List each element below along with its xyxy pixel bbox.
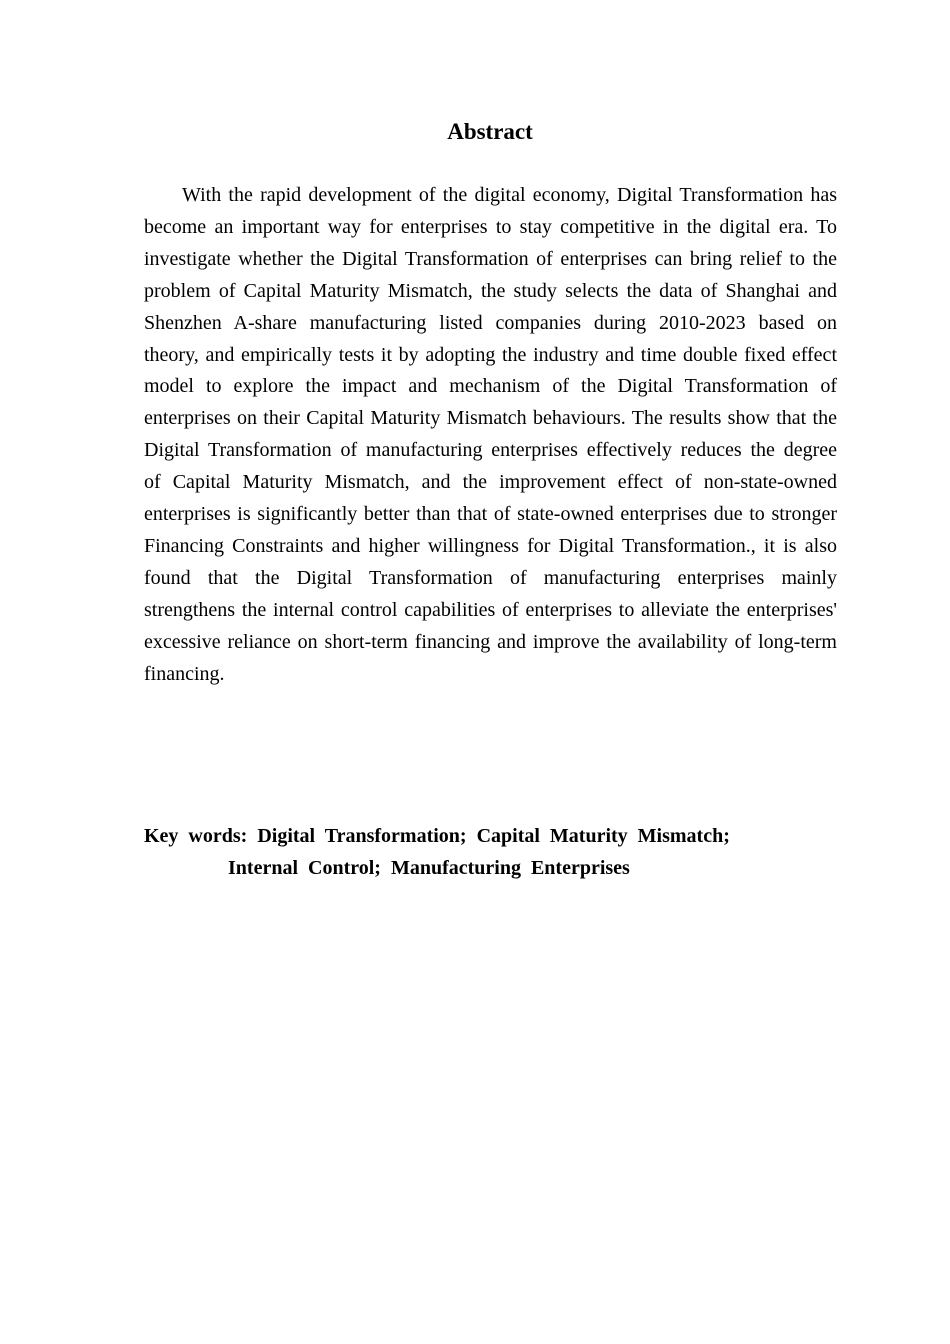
abstract-title: Abstract <box>447 119 533 144</box>
keywords-label: Key words: <box>144 825 248 847</box>
keywords-section <box>144 820 837 884</box>
keywords-line-2: Internal Control; Manufacturing Enterprises <box>228 857 630 879</box>
keywords-text-1: Digital Transformation; Capital Maturity Mismatch; <box>257 825 730 847</box>
keywords-line-1 <box>144 820 837 852</box>
abstract-body: With the rapid development of the digital economy, Digital Transformation has become an important way for enterprises to stay competitive in the digital era. To investigate whether the Digital Transformation of enterprises can bring relief to the problem of Capital Maturity Mismatch, the study selects the data of Shanghai and Shenzhen A-share manufacturing listed companies during 2010-2023 based on theory, and empirically tests it by adopting the industry and time double fixed effect model to explore the impact and mechanism of the Digital Transformation of enterprises on their Capital Maturity Mismatch behaviours. The results show that the Digital Transformation of manufacturing enterprises effectively reduces the degree of Capital Maturity Mismatch, and the improvement effect of non-state-owned enterprises is significantly better than that of state-owned enterprises due to stronger Financing Constraints and higher willingness for Digital Transformation., it is also found that the Digital Transformation of manufacturing enterprises mainly strengthens the internal control capabilities of enterprises to alleviate the enterprises' excessive reliance on short-term financing and improve the availability of long-term financing. <box>144 184 837 685</box>
